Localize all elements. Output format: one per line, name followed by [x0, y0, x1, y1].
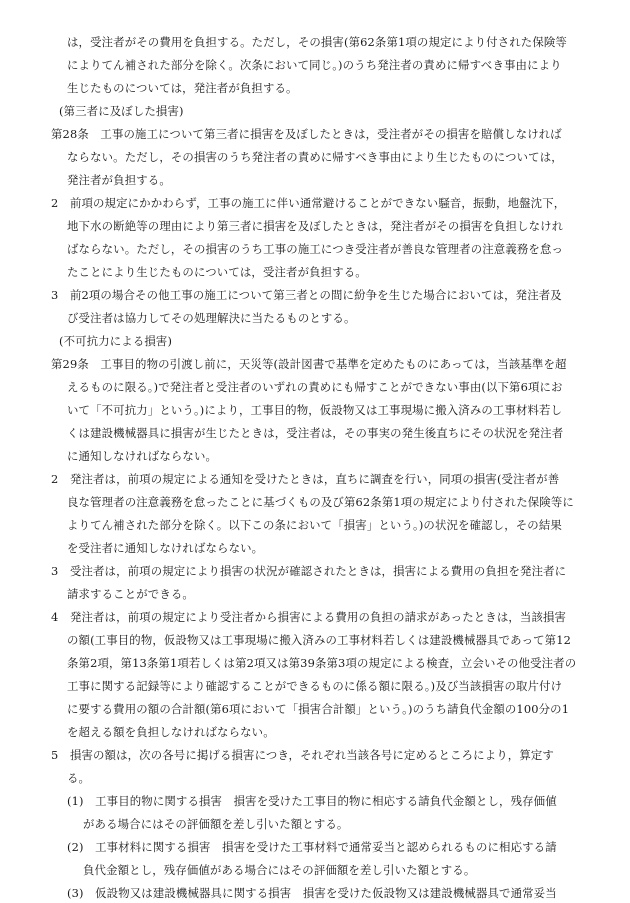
text-line: 5 損害の額は，次の各号に掲げる損害につき，それぞれ当該各号に定めるところにより，算定す — [51, 748, 554, 762]
text-line: 良な管理者の注意義務を怠ったことに基づくもの及び第62条第1項の規定により付された保険等に — [67, 495, 574, 509]
text-line: えるものに限る。)で発注者と受注者のいずれの責めにも帰すことができない事由(以下第6項にお — [67, 380, 563, 394]
text-line: 工事に関する記録等により確認することができるものに係る額に限る。)及び当該損害の取片付け — [67, 679, 563, 693]
list-item-line: (1) 工事目的物に関する損害 損害を受けた工事目的物に相応する請負代金額とし，残存価値 — [67, 794, 557, 808]
text-line: を受注者に通知しなければならない。 — [67, 541, 264, 555]
text-line: 発注者が負担する。 — [67, 173, 171, 187]
text-line: 第29条 工事目的物の引渡し前に，天災等(設計図書で基準を定めたものにあっては，当該基準を超 — [51, 357, 567, 371]
text-line: の額(工事目的物，仮設物又は工事現場に搬入済みの工事材料若しくは建設機械器具であって第12 — [67, 633, 571, 647]
text-line: び受注者は協力してその処理解決に当たるものとする。 — [67, 311, 356, 325]
text-line: 地下水の断絶等の理由により第三者に損害を及ぼしたときは，発注者がその損害を負担しなけれ — [67, 219, 564, 233]
text-line: 条第2項，第13条第1項若しくは第2項又は第39条第3項の規定による検査，立会いその他受注者の — [67, 656, 577, 670]
text-line: 4 発注者は，前項の規定により受注者から損害による費用の負担の請求があったときは，当該損害 — [51, 610, 567, 624]
list-item-line: 負代金額とし，残存価値がある場合にはその評価額を差し引いた額とする。 — [83, 863, 476, 877]
list-item-line: (3) 仮設物又は建設機械器具に関する損害 損害を受けた仮設物又は建設機械器具で通常妥当 — [67, 886, 557, 900]
text-line: ならない。ただし，その損害のうち発注者の責めに帰すべき事由により生じたものについては， — [67, 150, 563, 164]
text-line: 2 前項の規定にかかわらず，工事の施工に伴い通常避けることができない騒音，振動，地盤沈下， — [51, 196, 566, 210]
text-line: よりてん補された部分を除く。以下この条において「損害」という。)の状況を確認し，その結果 — [67, 518, 562, 532]
text-line: に要する費用の額の合計額(第6項において「損害合計額」という。)のうち請負代金額の100分の1 — [67, 702, 570, 716]
text-line: は，受注者がその費用を負担する。ただし，その損害(第62条第1項の規定により付された保険等 — [67, 35, 567, 49]
text-line: 2 発注者は，前項の規定による通知を受けたときは，直ちに調査を行い，同項の損害(受注者が善 — [51, 472, 560, 486]
list-item-line: がある場合にはその評価額を差し引いた額とする。 — [83, 817, 349, 831]
text-line: に通知しなければならない。 — [67, 449, 218, 463]
text-line: 生じたものについては，発注者が負担する。 — [67, 81, 298, 95]
text-line: によりてん補された部分を除く。次条において同じ。)のうち発注者の責めに帰すべき事由により — [67, 58, 562, 72]
text-line: ばならない。ただし，その損害のうち工事の施工につき受注者が善良な管理者の注意義務を怠っ — [67, 242, 564, 256]
text-line: を超える額を負担しなければならない。 — [67, 725, 275, 739]
text-line: 3 前2項の場合その他工事の施工について第三者との間に紛争を生じた場合においては，発注者及 — [51, 288, 562, 302]
article-heading: (第三者に及ぼした損害) — [59, 104, 184, 118]
text-line: 3 受注者は，前項の規定により損害の状況が確認されたときは，損害による費用の負担を発注者に — [51, 564, 567, 578]
text-line: 第28条 工事の施工について第三者に損害を及ぼしたときは，受注者がその損害を賠償しなければ — [51, 127, 562, 141]
text-line: くは建設機械器具に損害が生じたときは，受注者は，その事実の発生後直ちにその状況を発注者 — [67, 426, 564, 440]
list-item-line: (2) 工事材料に関する損害 損害を受けた工事材料で通常妥当と認められるものに相応する請 — [67, 840, 557, 854]
text-line: たことにより生じたものについては，受注者が負担する。 — [67, 265, 367, 279]
article-heading: (不可抗力による損害) — [59, 334, 173, 348]
text-line: いて「不可抗力」という。)により，工事目的物，仮設物又は工事現場に搬入済みの工事材料若し — [67, 403, 563, 417]
text-line: る。 — [67, 771, 91, 785]
text-line: 請求することができる。 — [67, 587, 194, 601]
